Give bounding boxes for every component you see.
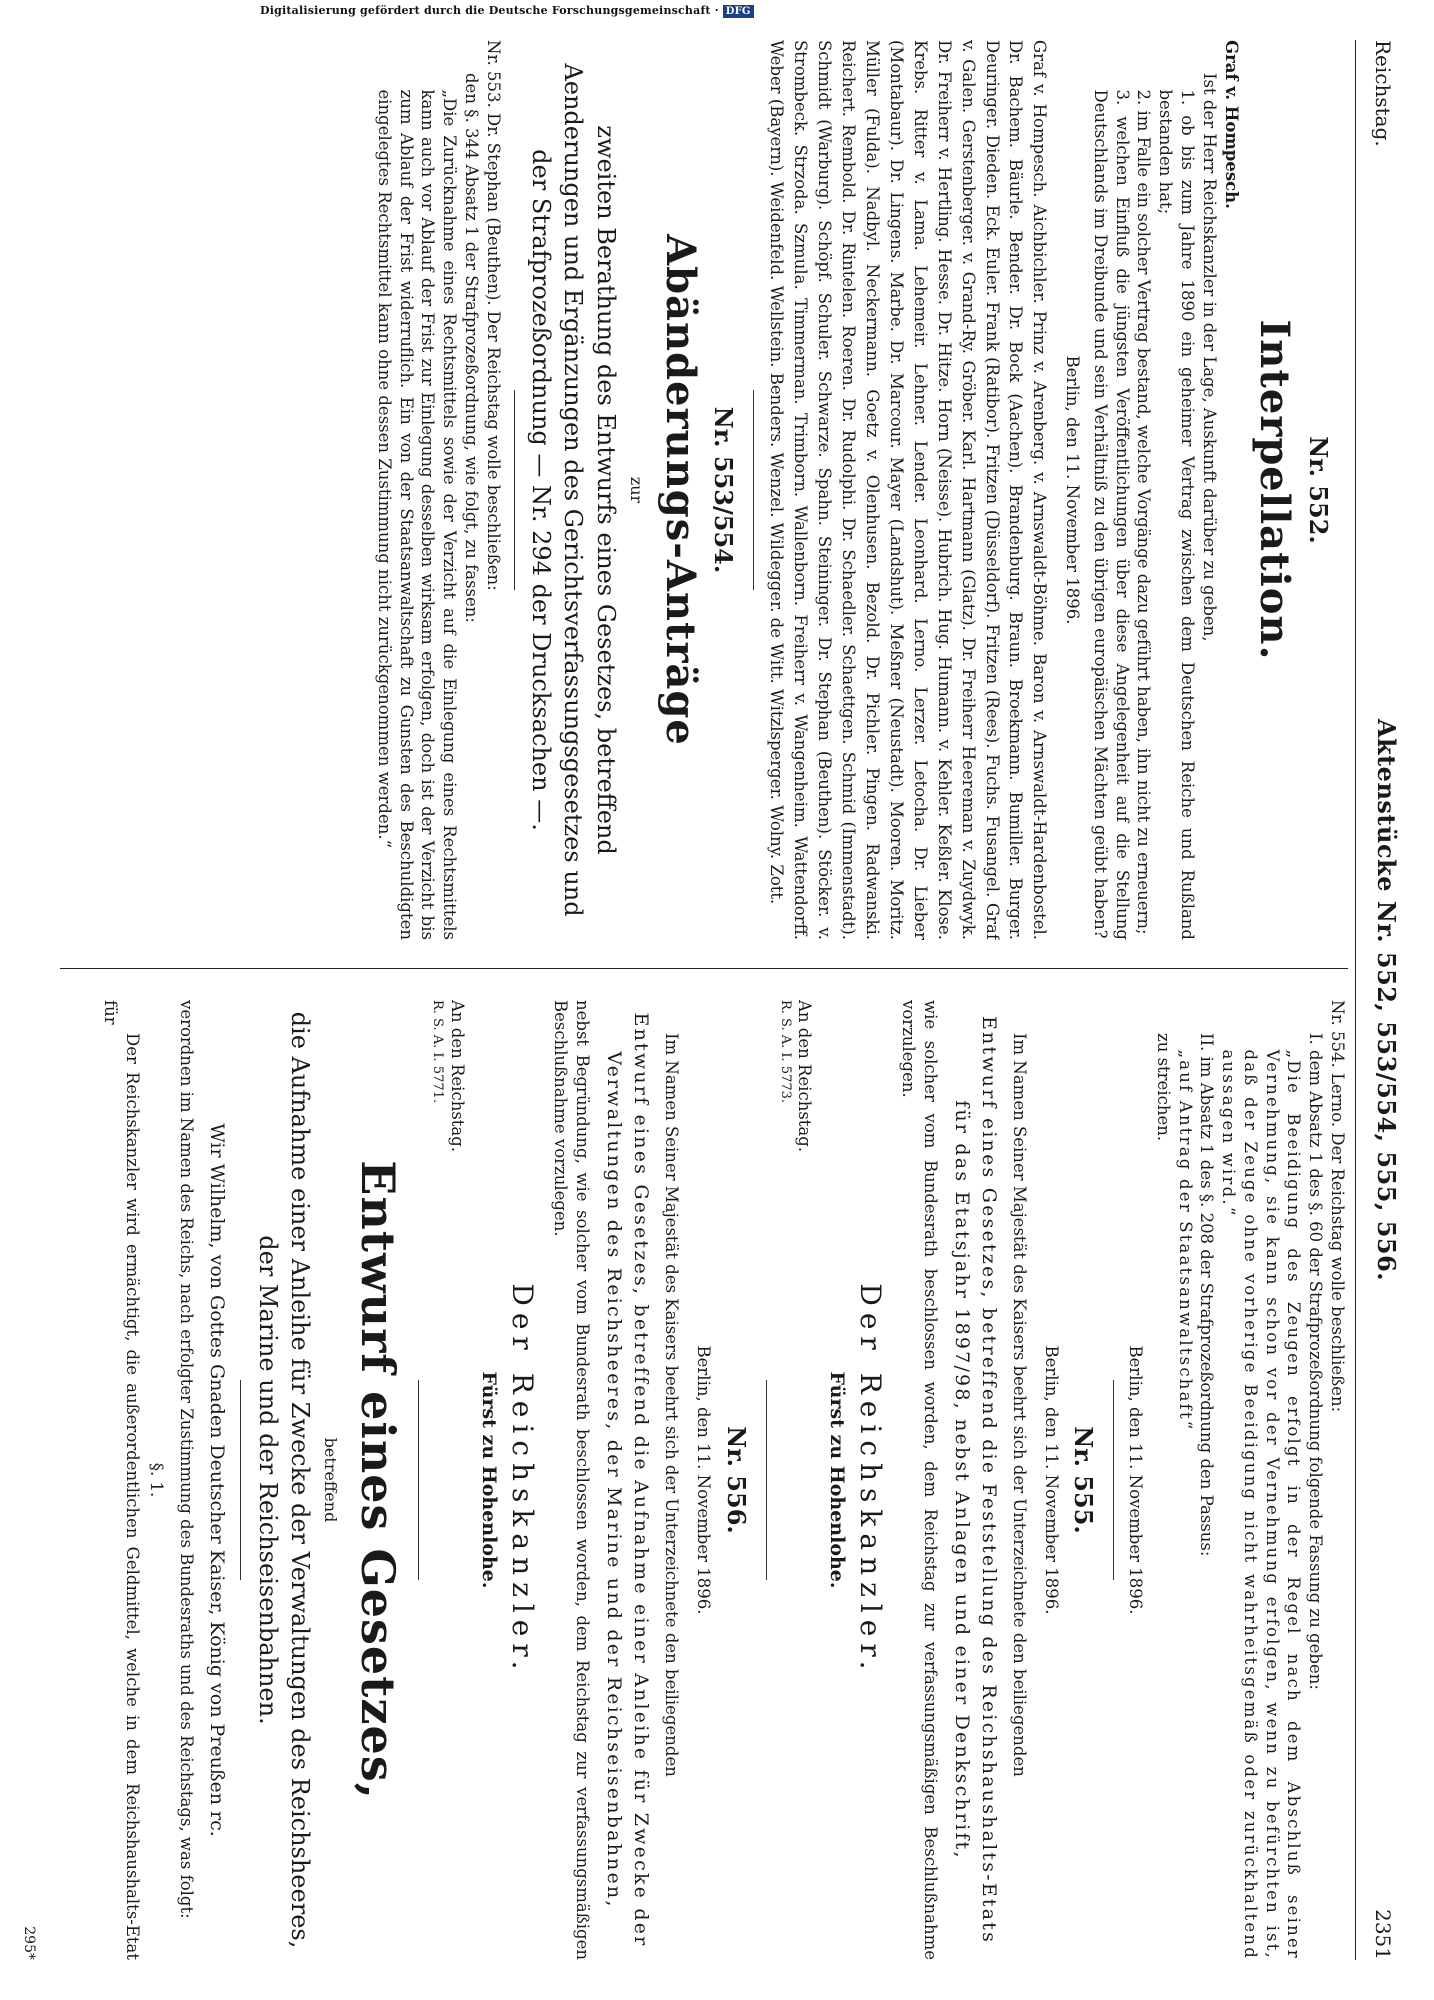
section-552-item-3: 3. welchen Einfluß die jüngsten Veröffentlichungen über diese Angelegenheit auf die Stellung Deutschlands im Dreibunde und sein Verhältniß zu den übrigen europäischen Mächten geübt haben? (1090, 89, 1132, 940)
section-555-number: Nr. 555. (1069, 1426, 1099, 1534)
section-556-signature-name: Fürst zu Hohenlohe. (477, 1371, 500, 1589)
entwurf-betreffend: betreffend (321, 1437, 341, 1523)
divider (418, 1380, 419, 1580)
running-header (1362, 40, 1404, 1960)
section-556-number: Nr. 556. (721, 1426, 751, 1534)
section-552-number: Nr. 552. (1304, 436, 1333, 544)
entwurf-verordnen: verordnen im Namen des Reichs, nach erfolgter Zustimmung des Bundesraths und des Reichstags, was folgt: (176, 1000, 196, 1919)
section-556-center: Entwurf eines Gesetzes, betreffend die Aufnahme einer Anleihe für Zwecke der Verwaltungen des Reichsheeres, der Marine und der Reichseisenbahnen, (602, 1012, 653, 1948)
section-553-number: Nr. 553/554. (709, 406, 739, 574)
header-rule (1355, 40, 1356, 1960)
dfg-logo: DFG (723, 5, 754, 18)
entwurf-title: Entwurf eines Gesetzes, (350, 1160, 405, 1800)
section-556-tail: nebst Begründung, wie solcher vom Bundesrath beschlossen worden, dem Reichstag zur verfassungsmäßigen Beschlußnahme vorzulegen. (551, 1000, 593, 1960)
signature-mark: 295* (21, 1926, 38, 1960)
section-554-item-1: I. dem Absatz 1 des §. 60 der Strafprozeßordnung folgende Fassung zu geben: (1306, 1033, 1326, 1690)
divider (240, 1380, 241, 1580)
section-555-reference: R. S. A. I. 5773. (777, 1000, 793, 1104)
divider (1113, 1380, 1114, 1580)
section-555-center: Entwurf eines Gesetzes, betreffend die Feststellung des Reichshaushalts-Etats für das Etatsjahr 1897/98, nebst Anlagen und einer Denkschrift, (950, 1015, 1001, 1945)
section-554-item-2-end: zu streichen. (1153, 1033, 1173, 1142)
section-555-signature-title: Der Reichskanzler. (853, 1283, 887, 1677)
section-552-title: Interpellation. (1251, 319, 1299, 661)
section-553-body: den §. 344 Absatz 1 der Strafprozeßordnung, wie folgt, zu fassen: (461, 73, 481, 623)
section-555-address: An den Reichstag. (795, 1000, 815, 1153)
section-554-quote-1: „Die Beeidigung des Zeugen erfolgt in der Regel nach dem Abschluß seiner Vernehmung, sie kann schon vor der Vernehmung erfolgen, wenn zu befürchten ist, daß der Zeuge ohne vorherige Beeidigung nicht wahrheitsgemäß oder zurückhaltend aussagen wird.“ (1219, 1049, 1304, 1960)
column-divider (60, 968, 1348, 969)
section-552-date: Berlin, den 11. November 1896. (1063, 355, 1083, 625)
section-555-signature-name: Fürst zu Hohenlohe. (825, 1371, 848, 1589)
section-556-body: Im Namen Seiner Majestät des Kaisers beehrt sich der Unterzeichnete den beiliegenden (662, 1033, 682, 1777)
section-552-author: Graf v. Hompesch. (1221, 40, 1241, 209)
section-552-item-1: 1. ob bis zum Jahre 1890 ein geheimer Vertrag zwischen dem Deutschen Reiche und Rußland bestanden hat; (1156, 89, 1197, 940)
section-556-date: Berlin, den 11. November 1896. (693, 1345, 713, 1615)
divider (514, 390, 515, 590)
section-552-item-2: 2. im Falle ein solcher Vertrag bestand, welche Vorgänge dazu geführt haben, ihn nicht zu erneuern; (1134, 89, 1154, 935)
section-554-date: Berlin, den 11. November 1896. (1126, 1345, 1146, 1615)
section-552-intro: Ist der Herr Reichskanzler in der Lage, Auskunft darüber zu geben, (1199, 73, 1219, 642)
section-556-reference: R. S. A. I. 5771. (429, 1000, 445, 1104)
entwurf-subtitle: die Aufnahme einer Anleihe für Zwecke der Verwaltungen des Reichsheeres, der Marine und der Reichseisenbahnen. (253, 1011, 314, 1949)
header-center: Aktenstücke Nr. 552, 553/554, 555, 556. (1372, 718, 1401, 1282)
entwurf-paragraph-mark: §. 1. (146, 1462, 166, 1498)
section-555-tail: wie solcher vom Bundesrath beschlossen worden, dem Reichstag zur verfassungsmäßigen Beschlußnahme vorzulegen. (899, 1000, 941, 1960)
section-552-signatories: Graf v. Hompesch. Aichbichler. Prinz v. Arenberg. v. Arnswaldt-Böhme. Baron v. Arnswaldt-Hardenbostel. Dr. Bachem. Bäurle. Bender. Dr. Bock (Aachen). Brandenburg. Braun. Broekmann. Bumiller. Burger. Deuringer. Dieden. Eck. Euler. Frank (Ratibor). Fritzen (Düsseldorf). Fritzen (Rees). Fuchs. Fusangel. Graf v. Galen. Gerstenberger. v. Grand-Ry. Gröber. Karl. Hartmann (Glatz). Dr. Freiherr Heereman v. Zuydwyk. Dr. Freiherr v. Hertling. Hesse. Dr. Hitze. Horn (Neisse). Hubrich. Hug. Humann. v. Kehler. Keßler. Klose. Krebs. Ritter v. Lama. Lehemeir. Lehner. Lender. Leonhard. Lerno. Lerzer. Letocha. Dr. Lieber (Montabaur). Dr. Lingens. Marbe. Dr. Marcour. Mayer (Landshut). Meßner (Neustadt). Mooren. Moritz. Müller (Fulda). Nadbyl. Neckermann. Goetz v. Olenhusen. Bezold. Dr. Pichler. Pingen. Radwanski. Reichert. Rembold. Dr. Rintelen. Roeren. Dr. Rudolphi. Dr. Schaedler. Schaettgen. Schmid (Immenstadt). Schmidt (Warburg). Schöpf. Schuler. Schwarze. Spahn. Steininger. Dr. Stephan (Beuthen). Stöcker. v. Strombeck. Strzoda. Szmula. Timmerman. Trimborn. Wallenborn. Freiherr v. Wangenheim. Wattendorff. Weber (Bayern). Weidenfeld. Wellstein. Benders. Wenzel. Wildegger. de Witt. Witzlsperger. Wolny. Zott. (767, 40, 1050, 940)
section-553-quote: „Die Zurücknahme eines Rechtsmittels sowie der Verzicht auf die Einlegung eines Rechtsmittels kann auch vor Ablauf der Frist zur Einlegung desselben wirksam erfolgen, doch ist der Verzicht bis zum Ablauf der Frist widerruflich. Ein von der Staatsanwaltschaft zu Gunsten des Beschuldigten eingelegtes Rechtsmittel kann ohne dessen Zustimmung nicht zurückgenommen werden.“ (374, 89, 460, 940)
section-553-para: Nr. 553. Dr. Stephan (Beuthen). Der Reichstag wolle beschließen: (483, 40, 503, 591)
section-553-subtitle: zweiten Berathung des Entwurfs eines Gesetzes, betreffend Aenderungen und Ergänzungen des Gerichtsverfassungsgesetzes und der Strafprozeßordnung — Nr. 294 der Drucksachen —. (526, 63, 620, 917)
section-553-zur: zur (626, 476, 646, 504)
digitization-credit: Digitalisierung gefördert durch die Deutsche Forschungsgemeinschaft · DFG (260, 4, 754, 18)
section-556-address: An den Reichstag. (447, 1000, 467, 1153)
section-554-quote-2: „auf Antrag der Staatsanwaltschaft“ (1175, 1049, 1195, 1432)
entwurf-wir: Wir Wilhelm, von Gottes Gnaden Deutscher Kaiser, König von Preußen rc. (206, 1123, 229, 1837)
page-number: 2351 (1371, 1909, 1395, 1960)
section-555-body: Im Namen Seiner Majestät des Kaisers beehrt sich der Unterzeichnete den beiliegenden (1009, 1033, 1029, 1777)
divider (766, 1380, 767, 1580)
divider (753, 390, 754, 590)
section-554-item-2: II. im Absatz 1 des §. 208 der Strafprozeßordnung den Passus: (1197, 1033, 1217, 1557)
entwurf-paragraph-body: Der Reichskanzler wird ermächtigt, die außerordentlichen Geldmittel, welche in dem Reichshaushalts-Etat für (101, 1000, 143, 1960)
right-column (60, 1000, 1348, 1960)
header-left: Reichstag. (1371, 40, 1395, 147)
left-column (60, 40, 1348, 940)
section-555-date: Berlin, den 11. November 1896. (1041, 1345, 1061, 1615)
section-556-signature-title: Der Reichskanzler. (505, 1283, 539, 1677)
section-553-title: Abänderungs-Anträge (656, 234, 704, 746)
section-554-para: Nr. 554. Lerno. Der Reichstag wolle beschließen: (1328, 1000, 1347, 1413)
